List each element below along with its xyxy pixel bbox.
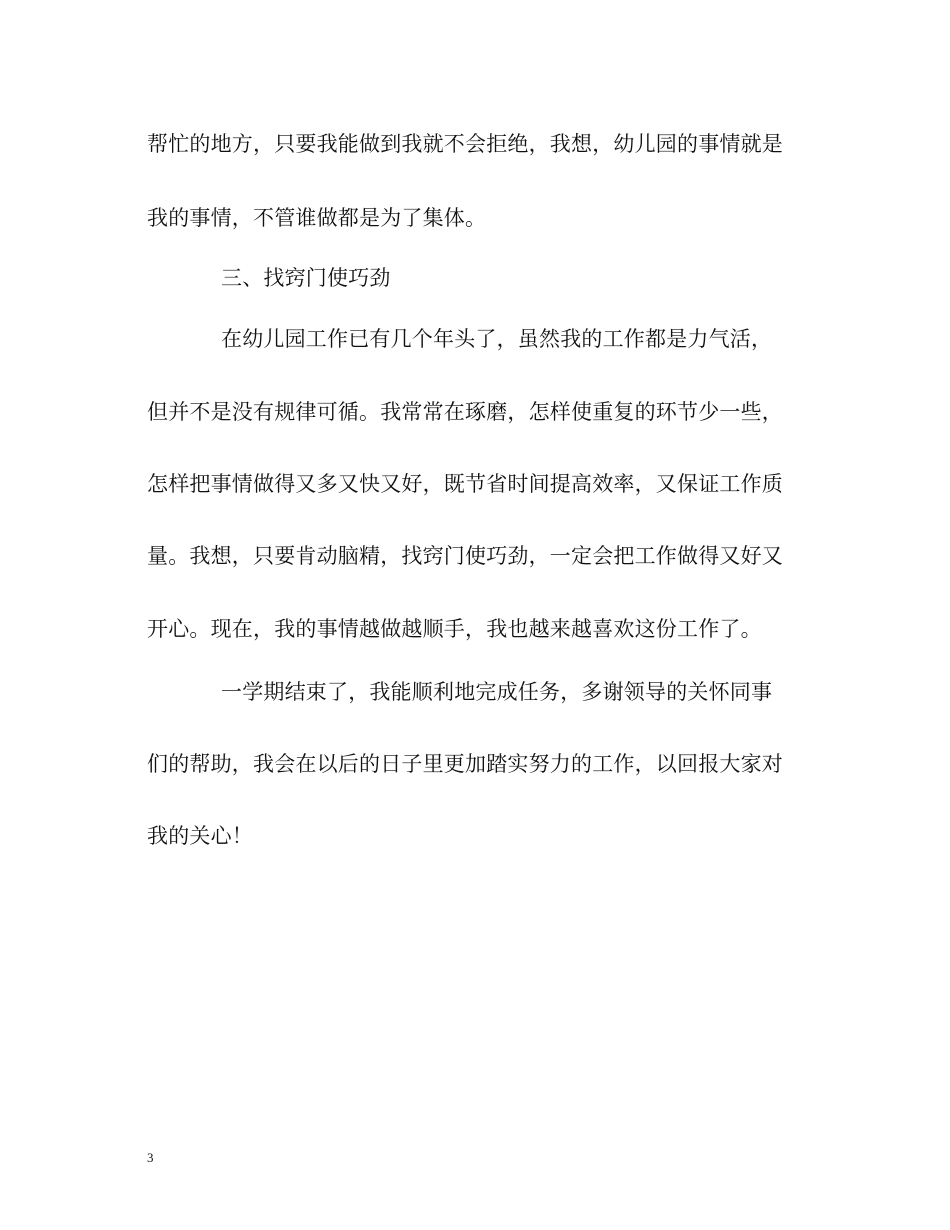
body-text-line: 但并不是没有规律可循。我常常在琢磨，怎样使重复的环节少一些，	[147, 400, 783, 424]
page-number: 3	[147, 1150, 154, 1165]
body-text-line: 怎样把事情做得又多又快又好，既节省时间提高效率，又保证工作质	[147, 472, 783, 496]
section-heading: 三、找窍门使巧劲	[221, 266, 391, 290]
body-text-line: 帮忙的地方，只要我能做到我就不会拒绝，我想，幼儿园的事情就是	[147, 132, 783, 156]
body-text-line: 在幼儿园工作已有几个年头了，虽然我的工作都是力气活，	[221, 327, 773, 351]
body-text-line: 们的帮助，我会在以后的日子里更加踏实努力的工作，以回报大家对	[147, 752, 783, 776]
body-text-line: 我的关心！	[147, 824, 253, 848]
body-text-line: 一学期结束了，我能顺利地完成任务，多谢领导的关怀同事	[221, 680, 773, 704]
body-text-line: 我的事情，不管谁做都是为了集体。	[147, 206, 487, 230]
body-text-line: 量。我想，只要肯动脑精，找窍门使巧劲，一定会把工作做得又好又	[147, 544, 783, 568]
body-text-line: 开心。现在，我的事情越做越顺手，我也越来越喜欢这份工作了。	[147, 617, 762, 641]
